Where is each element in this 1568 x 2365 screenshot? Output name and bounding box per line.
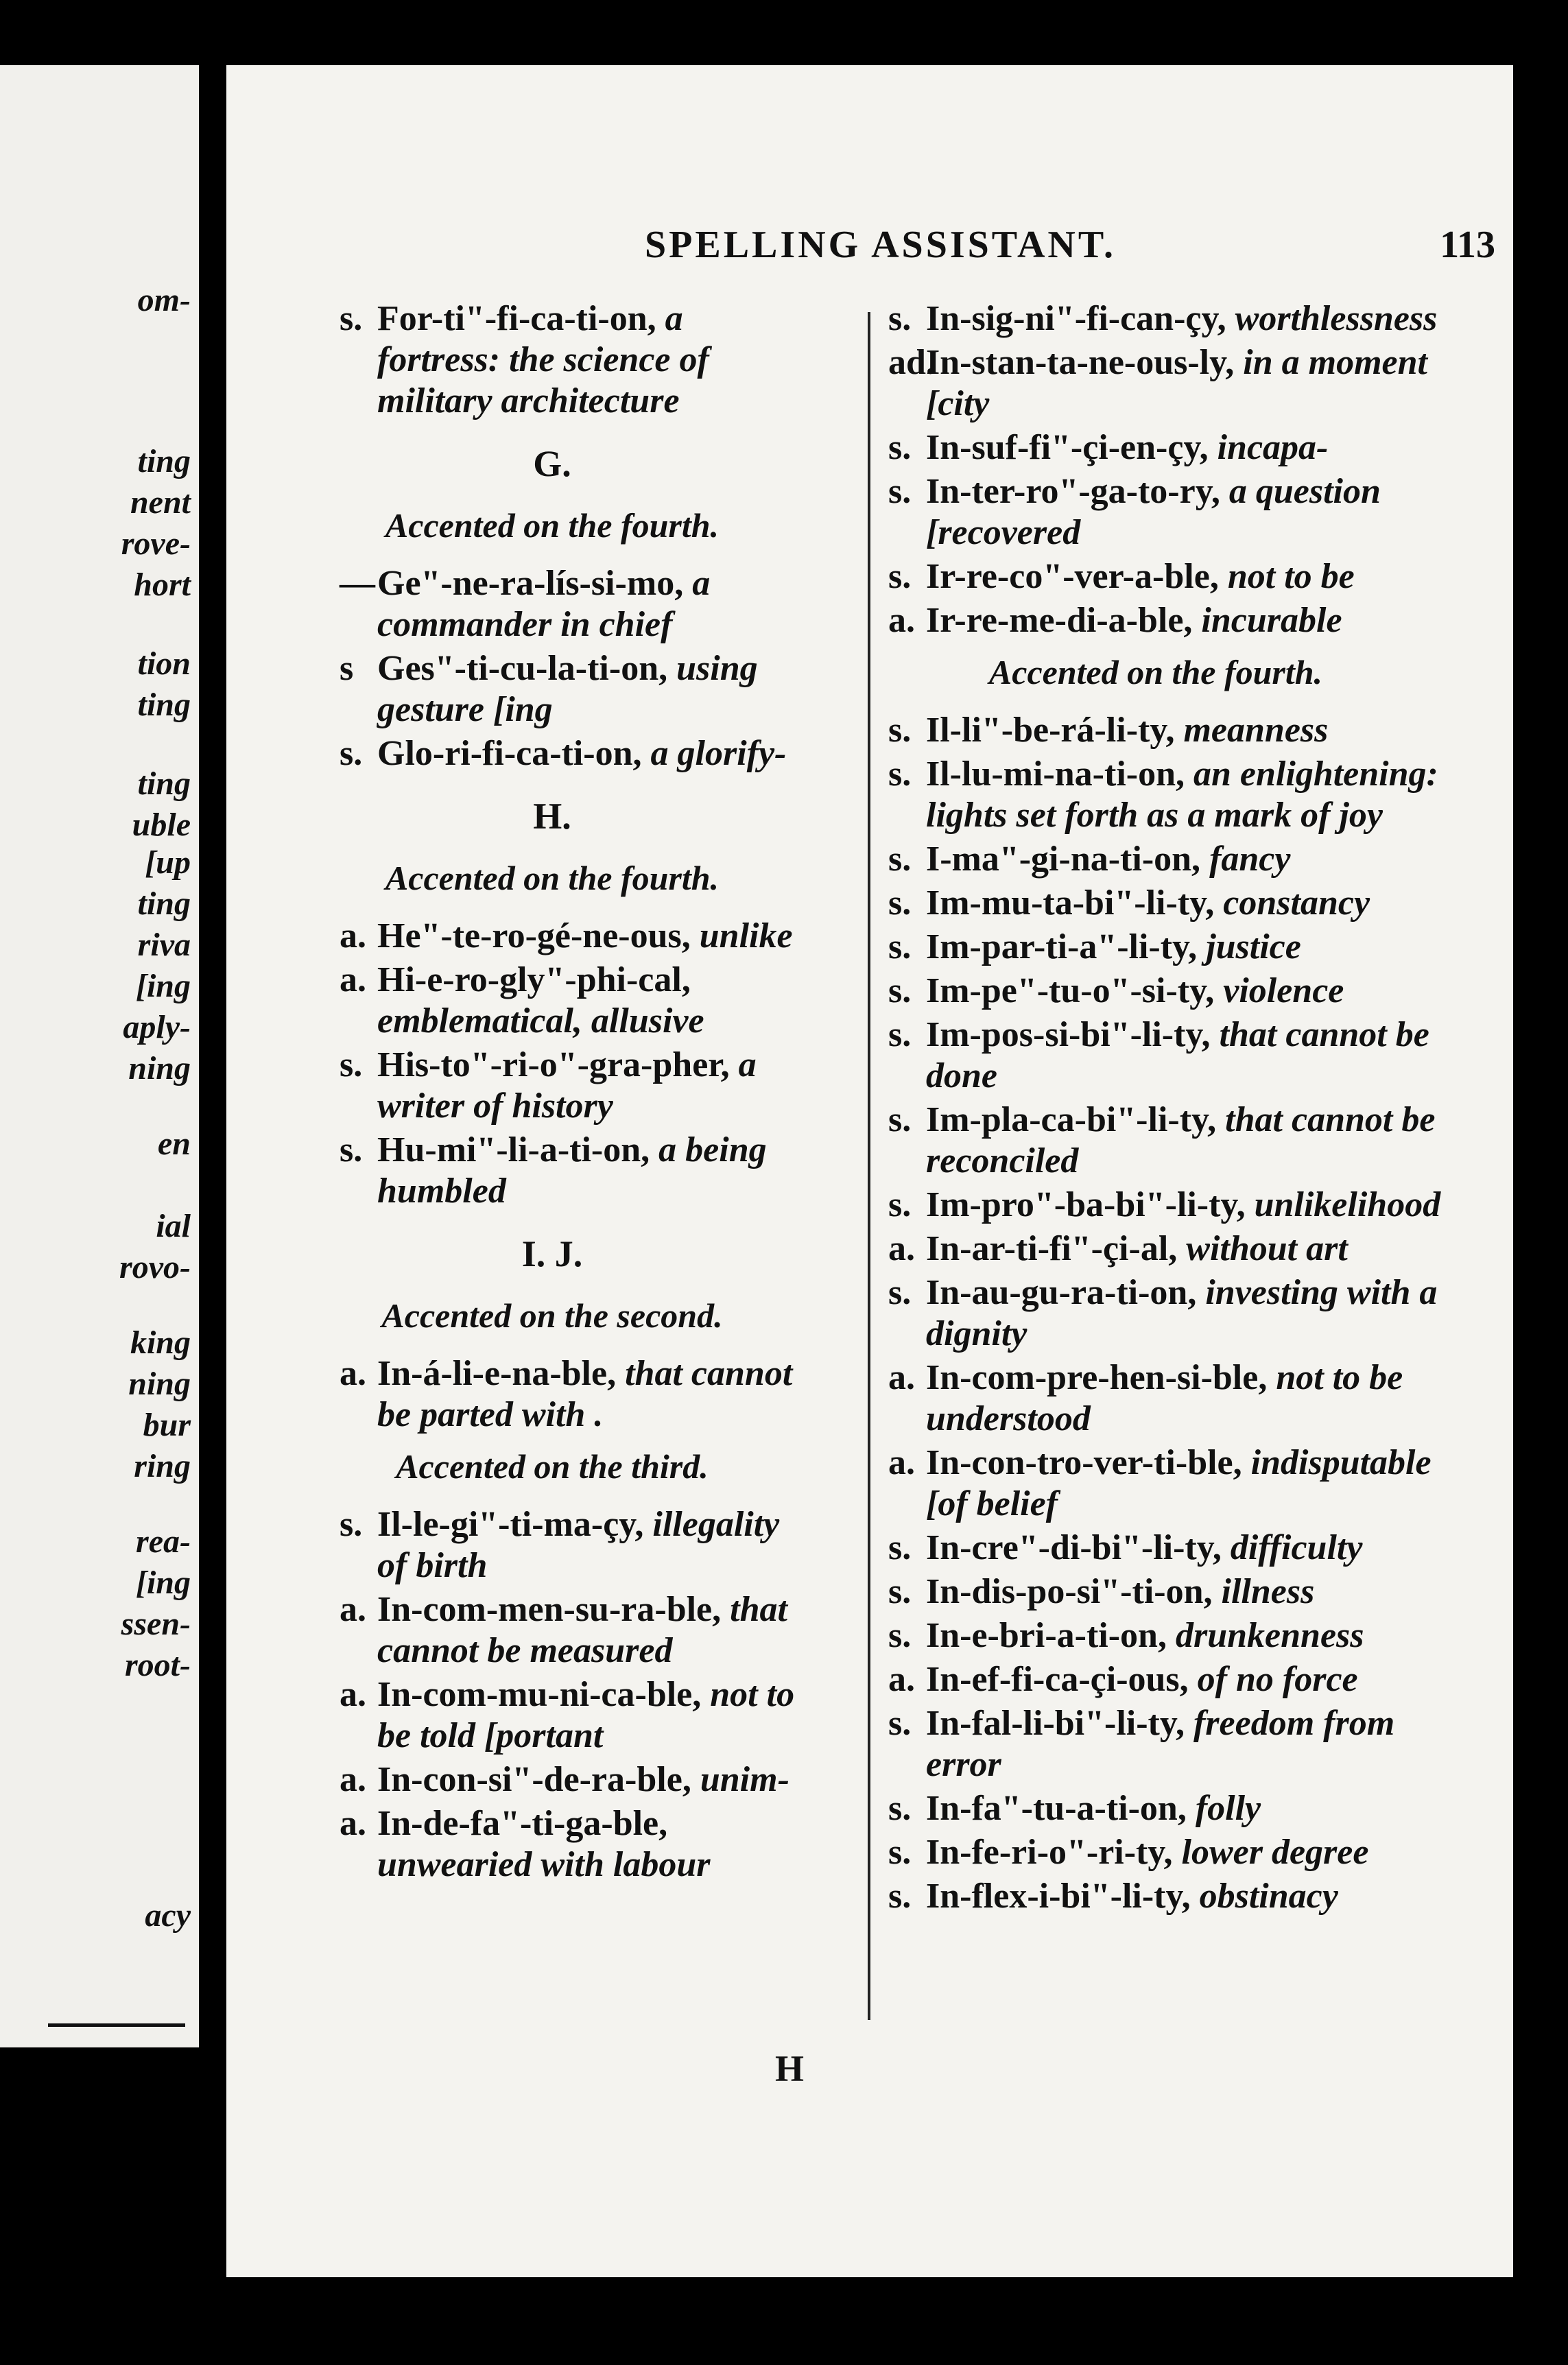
definition: justice xyxy=(1206,927,1301,966)
headword: Hi-e-ro-gly"-phi-cal, xyxy=(377,960,691,999)
dictionary-entry xyxy=(888,754,1461,836)
definition: constancy xyxy=(1223,883,1370,923)
dictionary-entry xyxy=(888,710,1461,751)
headword: Il-li"-be-rá-li-ty, xyxy=(926,711,1175,750)
dictionary-entry xyxy=(888,1832,1461,1873)
part-of-speech: s. xyxy=(888,971,912,1010)
headword: In-e-bri-a-ti-on, xyxy=(926,1616,1167,1655)
previous-page-fragment: ting xyxy=(137,443,191,479)
part-of-speech: s. xyxy=(340,734,363,773)
definition: fancy xyxy=(1209,840,1291,879)
previous-page-fragment: [ing xyxy=(135,1565,191,1601)
definition: that cannot be measured xyxy=(377,1590,787,1670)
previous-page-fragment: aply- xyxy=(123,1009,191,1045)
headword: Il-le-gi"-ti-ma-çy, xyxy=(377,1505,644,1544)
headword: Ir-re-me-di-a-ble, xyxy=(926,601,1193,640)
definition: obstinacy xyxy=(1199,1877,1338,1916)
previous-page-fragment: ning xyxy=(128,1050,191,1086)
headword: Im-pla-ca-bi"-li-ty, xyxy=(926,1100,1217,1139)
headword: In-com-pre-hen-si-ble, xyxy=(926,1358,1268,1397)
accent-heading: Accented on the third. xyxy=(396,1447,709,1486)
headword: In-cre"-di-bi"-li-ty, xyxy=(926,1528,1222,1567)
headword: Ir-re-co"-ver-a-ble, xyxy=(926,557,1219,596)
definition: not to be told [portant xyxy=(377,1675,795,1755)
definition: that cannot be parted with . xyxy=(377,1354,793,1434)
accent-heading: Accented on the fourth. xyxy=(988,653,1323,691)
dictionary-entry xyxy=(340,1353,803,1436)
page-number: 113 xyxy=(1440,224,1495,266)
headword: Im-pro"-ba-bi"-li-ty, xyxy=(926,1185,1246,1224)
running-title: SPELLING ASSISTANT. xyxy=(645,224,1117,266)
definition: folly xyxy=(1195,1789,1261,1828)
headword: He"-te-ro-gé-ne-ous, xyxy=(377,916,691,955)
definition: unim- xyxy=(700,1760,789,1799)
part-of-speech: ad. xyxy=(888,343,935,382)
part-of-speech: a. xyxy=(340,1760,366,1799)
part-of-speech: s. xyxy=(888,428,912,467)
part-of-speech: a. xyxy=(340,916,366,955)
page-header xyxy=(645,223,1495,271)
part-of-speech: s. xyxy=(888,1616,912,1655)
dictionary-entry xyxy=(888,1615,1461,1656)
previous-page-fragment: king xyxy=(130,1324,191,1361)
headword: Il-lu-mi-na-ti-on, xyxy=(926,754,1185,794)
dictionary-entry xyxy=(888,1357,1461,1440)
previous-page-fragment: tion xyxy=(137,645,191,682)
headword: Im-pe"-tu-o"-si-ty, xyxy=(926,971,1215,1010)
dictionary-entry xyxy=(340,733,803,774)
dictionary-entry xyxy=(888,298,1461,340)
previous-page-fragment: riva xyxy=(137,927,191,963)
headword: Glo-ri-fi-ca-ti-on, xyxy=(377,734,642,773)
catchword: H xyxy=(775,2048,805,2089)
section-letter: G. xyxy=(533,443,571,484)
dictionary-entry xyxy=(888,1100,1461,1182)
previous-page-fragment: [ing xyxy=(135,968,191,1004)
headword: In-con-si"-de-ra-ble, xyxy=(377,1760,691,1799)
part-of-speech: a. xyxy=(888,601,915,640)
part-of-speech: s. xyxy=(888,1572,912,1611)
dictionary-entry xyxy=(340,916,803,957)
previous-page-fragment: ial xyxy=(156,1208,191,1244)
headword: In-ter-ro"-ga-to-ry, xyxy=(926,472,1220,511)
definition: without art xyxy=(1186,1229,1348,1268)
definition: meanness xyxy=(1183,711,1329,750)
dictionary-entry xyxy=(888,1185,1461,1226)
definition: indisputable [of belief xyxy=(926,1443,1432,1523)
part-of-speech: a. xyxy=(340,1354,366,1393)
part-of-speech: s. xyxy=(340,299,363,338)
definition: a being humbled xyxy=(377,1130,767,1211)
definition: illness xyxy=(1221,1572,1315,1611)
headword: For-ti"-fi-ca-ti-on, xyxy=(377,299,656,338)
dictionary-entry xyxy=(888,1228,1461,1270)
headword: Im-par-ti-a"-li-ty, xyxy=(926,927,1198,966)
definition: incapa- xyxy=(1217,428,1329,467)
part-of-speech: a. xyxy=(888,1229,915,1268)
headword: In-stan-ta-ne-ous-ly, xyxy=(926,343,1235,382)
headword: In-com-mu-ni-ca-ble, xyxy=(377,1675,702,1714)
headword: In-de-fa"-ti-ga-ble, xyxy=(377,1804,668,1843)
dictionary-entry xyxy=(888,927,1461,968)
dictionary-entry xyxy=(888,1788,1461,1829)
definition: using gesture [ing xyxy=(377,649,758,729)
dictionary-entry xyxy=(888,1442,1461,1525)
dictionary-entry xyxy=(888,1571,1461,1613)
dictionary-entry xyxy=(340,960,803,1042)
dictionary-entry xyxy=(888,1272,1461,1355)
headword: In-á-li-e-na-ble, xyxy=(377,1354,617,1393)
previous-page-fragment: [up xyxy=(145,844,191,881)
previous-page-fragment: ning xyxy=(128,1366,191,1402)
previous-page-fragment: root- xyxy=(125,1647,191,1683)
definition: a commander in chief xyxy=(377,564,711,644)
headword: I-ma"-gi-na-ti-on, xyxy=(926,840,1201,879)
definition: emblematical, allusive xyxy=(377,1001,704,1041)
part-of-speech: a. xyxy=(888,1443,915,1482)
part-of-speech: s. xyxy=(888,927,912,966)
part-of-speech: s. xyxy=(888,1185,912,1224)
headword: In-dis-po-si"-ti-on, xyxy=(926,1572,1213,1611)
definition: illegality of birth xyxy=(377,1505,780,1585)
dictionary-entry xyxy=(340,1589,803,1672)
previous-page-rule xyxy=(48,2023,185,2027)
previous-page-fragment: uble xyxy=(132,807,191,843)
part-of-speech: s. xyxy=(888,883,912,923)
page xyxy=(226,65,1513,2277)
section-letter: I. J. xyxy=(521,1233,583,1274)
accent-heading: Accented on the second. xyxy=(381,1296,723,1335)
dictionary-entry xyxy=(340,1045,803,1127)
previous-page-fragment: en xyxy=(158,1126,191,1162)
definition: in a moment [city xyxy=(926,343,1427,423)
part-of-speech: s. xyxy=(888,754,912,794)
dictionary-entry xyxy=(340,1803,803,1886)
part-of-speech: s. xyxy=(888,299,912,338)
part-of-speech: s. xyxy=(888,840,912,879)
definition: investing with a dignity xyxy=(926,1273,1438,1353)
headword: In-fal-li-bi"-li-ty, xyxy=(926,1704,1185,1743)
dictionary-entry xyxy=(888,556,1461,597)
dictionary-entry xyxy=(888,427,1461,468)
part-of-speech: s. xyxy=(888,1704,912,1743)
previous-page-fragment: rea- xyxy=(136,1523,191,1560)
part-of-speech: s. xyxy=(888,1833,912,1872)
headword: In-ar-ti-fi"-çi-al, xyxy=(926,1229,1178,1268)
headword: In-fe-ri-o"-ri-ty, xyxy=(926,1833,1173,1872)
headword: In-flex-i-bi"-li-ty, xyxy=(926,1877,1191,1916)
previous-page-fragment: rove- xyxy=(121,525,191,562)
definition: lower degree xyxy=(1181,1833,1369,1872)
right-column xyxy=(888,298,1513,1920)
headword: Ges"-ti-cu-la-ti-on, xyxy=(377,649,668,688)
part-of-speech: s. xyxy=(888,1015,912,1054)
part-of-speech: s. xyxy=(888,1100,912,1139)
previous-page-fragment: ting xyxy=(137,886,191,922)
dictionary-entry xyxy=(340,298,803,422)
dictionary-entry xyxy=(888,1528,1461,1569)
part-of-speech: s. xyxy=(888,557,912,596)
dictionary-entry xyxy=(340,1504,803,1586)
definition: a question [recovered xyxy=(926,472,1381,552)
dictionary-entry xyxy=(340,563,803,645)
previous-page-fragment: hort xyxy=(134,567,191,603)
dictionary-entry xyxy=(888,1659,1461,1700)
definition: worthlessness xyxy=(1235,299,1438,338)
definition: freedom from error xyxy=(926,1704,1395,1784)
accent-heading: Accented on the fourth. xyxy=(385,859,720,897)
definition: not to be xyxy=(1227,557,1355,596)
dictionary-entry xyxy=(340,1759,803,1801)
dictionary-entry xyxy=(888,1014,1461,1097)
part-of-speech: a. xyxy=(340,1590,366,1629)
headword: Hu-mi"-li-a-ti-on, xyxy=(377,1130,650,1169)
headword: In-fa"-tu-a-ti-on, xyxy=(926,1789,1187,1828)
headword: Im-mu-ta-bi"-li-ty, xyxy=(926,883,1215,923)
part-of-speech: a. xyxy=(340,1804,366,1843)
part-of-speech: — xyxy=(340,564,375,603)
part-of-speech: s. xyxy=(888,1789,912,1828)
dictionary-entry xyxy=(888,1876,1461,1917)
dictionary-entry xyxy=(888,600,1461,641)
previous-page-fragment: ring xyxy=(134,1448,191,1484)
previous-page-fragment: bur xyxy=(143,1407,191,1443)
definition: unwearied with labour xyxy=(377,1845,711,1884)
definition: a fortress: the science of military architecture xyxy=(377,299,709,420)
definition: violence xyxy=(1223,971,1344,1010)
part-of-speech: s. xyxy=(340,1130,363,1169)
headword: In-com-men-su-ra-ble, xyxy=(377,1590,722,1629)
dictionary-entry xyxy=(888,883,1461,924)
previous-page-fragment: acy xyxy=(145,1897,191,1934)
headword: In-au-gu-ra-ti-on, xyxy=(926,1273,1197,1312)
headword: Im-pos-si-bi"-li-ty, xyxy=(926,1015,1211,1054)
dictionary-entry xyxy=(888,971,1461,1012)
accent-heading: Accented on the fourth. xyxy=(385,506,720,545)
previous-page-fragment: rovo- xyxy=(119,1249,191,1285)
column-rule xyxy=(868,312,870,2020)
part-of-speech: s. xyxy=(888,472,912,511)
headword: His-to"-ri-o"-gra-pher, xyxy=(377,1045,730,1084)
previous-page-fragment: ting xyxy=(137,687,191,723)
part-of-speech: a. xyxy=(888,1660,915,1699)
definition: drunkenness xyxy=(1175,1616,1364,1655)
definition: an enlightening: lights set forth as a mark of joy xyxy=(926,754,1438,835)
definition: of no force xyxy=(1197,1660,1358,1699)
part-of-speech: a. xyxy=(888,1358,915,1397)
part-of-speech: a. xyxy=(340,1675,366,1714)
dictionary-entry xyxy=(340,1130,803,1212)
headword: Ge"-ne-ra-lís-si-mo, xyxy=(377,564,684,603)
previous-page-fragment: nent xyxy=(130,484,191,521)
previous-page-edge xyxy=(0,65,199,2047)
headword: In-ef-fi-ca-çi-ous, xyxy=(926,1660,1189,1699)
part-of-speech: s. xyxy=(888,711,912,750)
previous-page-fragment: ting xyxy=(137,765,191,802)
dictionary-entry xyxy=(888,1703,1461,1785)
headword: In-con-tro-ver-ti-ble, xyxy=(926,1443,1242,1482)
definition: that cannot be done xyxy=(926,1015,1429,1095)
definition: not to be understood xyxy=(926,1358,1403,1438)
dictionary-entry xyxy=(888,471,1461,554)
section-letter: H. xyxy=(533,796,571,837)
part-of-speech: a. xyxy=(340,960,366,999)
definition: unlike xyxy=(699,916,793,955)
part-of-speech: s xyxy=(340,649,354,688)
dictionary-entry xyxy=(340,648,803,730)
part-of-speech: s. xyxy=(340,1505,363,1544)
previous-page-fragment: om- xyxy=(137,282,191,318)
headword: In-sig-ni"-fi-can-çy, xyxy=(926,299,1226,338)
definition: unlikelihood xyxy=(1254,1185,1441,1224)
definition: a glorify- xyxy=(650,734,787,773)
previous-page-fragment: ssen- xyxy=(121,1606,191,1642)
dictionary-entry xyxy=(888,342,1461,425)
dictionary-entry xyxy=(888,839,1461,880)
dictionary-entry xyxy=(340,1674,803,1757)
definition: difficulty xyxy=(1230,1528,1363,1567)
headword: In-suf-fi"-çi-en-çy, xyxy=(926,428,1209,467)
part-of-speech: s. xyxy=(888,1528,912,1567)
definition: a writer of history xyxy=(377,1045,757,1126)
part-of-speech: s. xyxy=(888,1273,912,1312)
part-of-speech: s. xyxy=(340,1045,363,1084)
part-of-speech: s. xyxy=(888,1877,912,1916)
definition: that cannot be reconciled xyxy=(926,1100,1436,1180)
definition: incurable xyxy=(1201,601,1342,640)
